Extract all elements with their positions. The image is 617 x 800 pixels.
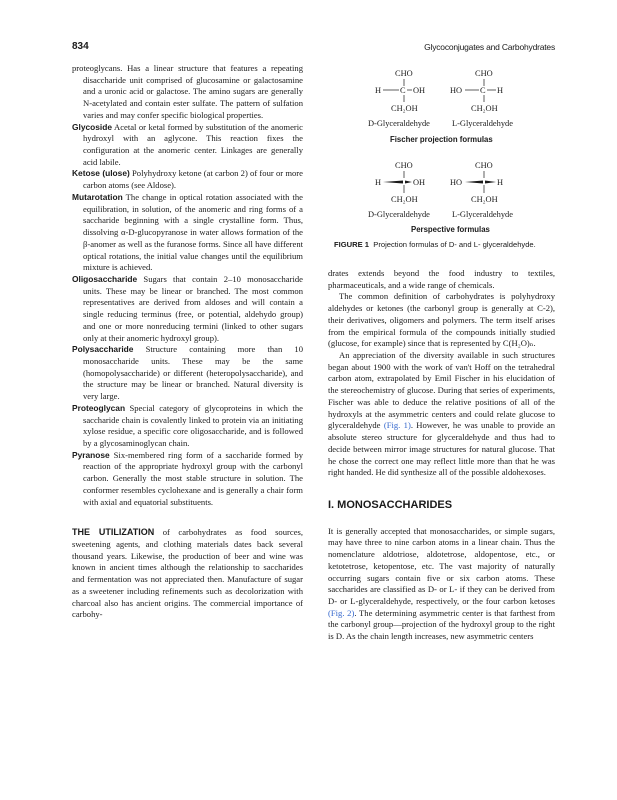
perspective-title: Perspective formulas bbox=[411, 225, 490, 234]
glossary-entry-pyranose: Pyranose Six-membered ring form of a saccharide formed by reaction of the appropriate hydroxyl group with the carbonyl carbon. Generally the most stable structure in solution. The conformer resembles cyclohexane and is generally a chair form with axial and equatorial substituents. bbox=[72, 449, 303, 507]
paragraph-1: drates extends beyond the food industry to textiles, pharmaceuticals, and a wide range of chemicals. bbox=[328, 268, 555, 290]
persp-d-oh: OH bbox=[413, 178, 426, 187]
paragraph-2: The common definition of carbohydrates is polyhydroxy aldehydes or ketones (the carbonyl group is generally at C-2), their derivatives, oligomers and polymers. The term itself arises from the empirical formula of the compounds initially studied (glucose, for example) since that is represented by C(H₂O)ₙ. bbox=[328, 291, 555, 349]
utilization-paragraph: THE UTILIZATION of carbohydrates as food sources, sweetening agents, and clothing materials dates back several thousand years. Likewise, the production of beer and wine was known in ancient times although the relationship to saccharides and fermentation was not appreciated then. Manufacture of sugar as a sweetener including refinements such as decolorization with charcoal also has ancient origins. The commercial importance of carbohy- bbox=[72, 527, 303, 620]
glossary-term: Mutarotation bbox=[72, 191, 123, 202]
persp-l-ch2oh: CH₂OH bbox=[471, 195, 498, 204]
glossary-entry-mutarotation: Mutarotation The change in optical rotation associated with the equilibration, in solution, of the anomeric and ring forms of a saccharide beginning with a single crystalline form. Thus, dissolving α-D-glucopyranose in water allows formation of the β-anomer as well as the furanose forms. Since all have different optical rotations, the initial value changes until the equilibrium mixture is achieved. bbox=[72, 191, 303, 273]
glossary-entry-polysaccharide: Polysaccharide Structure containing more than 10 monosaccharide units. These may be the same (homopolysaccharide) or different (heteropolysaccharide), and the structure may be linear or branched. Natural diversity is very large. bbox=[72, 344, 304, 402]
section-heading: I. MONOSACCHARIDES bbox=[328, 498, 453, 511]
persp-l-ho: HO bbox=[450, 178, 463, 187]
persp-d-label: D-Glyceraldehyde bbox=[368, 210, 430, 219]
right-column bbox=[328, 268, 555, 643]
figure-caption: FIGURE 1 Projection formulas of D- and L- glyceraldehyde. bbox=[334, 240, 536, 249]
utilization-lead: THE UTILIZATION bbox=[72, 527, 155, 538]
running-title: Glycoconjugates and Carbohydrates bbox=[424, 42, 555, 52]
glossary-entry-ketose: Ketose (ulose) Polyhydroxy ketone (at carbon 2) of four or more carbon atoms (see Aldose). bbox=[72, 168, 303, 191]
glossary-term: Oligosaccharide bbox=[72, 273, 138, 284]
fischer-d-c: C bbox=[400, 86, 406, 95]
persp-l-h: H bbox=[497, 178, 504, 187]
fischer-l-label: L-Glyceraldehyde bbox=[452, 119, 513, 128]
fig-2-link[interactable]: (Fig. 2) bbox=[328, 607, 355, 618]
fischer-d-cho: CHO bbox=[395, 69, 413, 78]
glossary-entry-oligosaccharide: Oligosaccharide Sugars that contain 2–10 monosaccharide units. These may be linear or branched. The most common representatives are derived from aldoses and will contain a single reducing terminus (free, or potential, aldehydo group) and one or more nonreducing termini (linked to other sugars only at their anomeric hydroxyl group). bbox=[72, 273, 303, 343]
page-number: 834 bbox=[72, 41, 89, 52]
fischer-l-ho: HO bbox=[450, 86, 463, 95]
fischer-d-ch2oh: CH₂OH bbox=[391, 104, 418, 113]
glossary-term: Polysaccharide bbox=[72, 344, 134, 355]
persp-l-label: L-Glyceraldehyde bbox=[452, 210, 513, 219]
persp-d-ch2oh: CH₂OH bbox=[391, 195, 418, 204]
glossary-entry-proteoglycan: Proteoglycan Special category of glycoproteins in which the saccharide chain is covalently linked to protein via an initiating xylose residue, a specific core oligosaccharide, and is followed by a glycosaminoglycan chain. bbox=[72, 402, 303, 448]
fischer-d-oh: OH bbox=[413, 86, 426, 95]
glossary-term: Pyranose bbox=[72, 449, 110, 460]
glossary-term: Glycoside bbox=[72, 121, 113, 132]
persp-d-cho: CHO bbox=[395, 161, 413, 170]
glossary-entry-glycoside: Glycoside Acetal or ketal formed by substitution of the anomeric hydroxyl with an aglycone. This reaction fixes the configuration at the anomeric center. Linkages are generally acid labile. bbox=[72, 121, 303, 167]
fischer-l-ch2oh: CH₂OH bbox=[471, 104, 498, 113]
paragraph-3: An appreciation of the diversity available in such structures began about 1900 with the work of van't Hoff on the tetrahedral carbon atom, extrapolated by Emil Fischer in his elucidation of the stereochemistry of glucose. During that series of experiments, Fischer was able to deduce the relative positions of all of the hydroxyls at the asymmetric centers and could relate glucose to glyceraldehyde (Fig. 1). However, he was unable to provide an absolute stereo structure for glyceraldehyde and thus had to decide between mirror image structures for natural glucose. That he chose the correct one may reflect little more than that he was right handed. He did synthesize all of the possible aldohexoses. bbox=[328, 350, 556, 478]
fischer-l-c: C bbox=[480, 86, 486, 95]
figure-1-glyceraldehyde bbox=[340, 60, 555, 255]
fischer-title: Fischer projection formulas bbox=[390, 135, 493, 144]
persp-l-cho: CHO bbox=[475, 161, 493, 170]
fischer-d-label: D-Glyceraldehyde bbox=[368, 119, 430, 128]
glossary-entry-continued: proteoglycans. Has a linear structure that features a repeating disaccharide unit comprised of glucosamine or galactosamine and a uronic acid or galactose. The amino sugars are generally N-acetylated and contain ester sulfate. The pattern of sulfation varies and may confer specific biological properties. bbox=[72, 63, 303, 120]
glossary-term: Proteoglycan bbox=[72, 402, 126, 413]
fig-1-link[interactable]: (Fig. 1) bbox=[383, 420, 411, 431]
glossary-term: Ketose (ulose) bbox=[72, 168, 130, 179]
persp-d-h: H bbox=[375, 178, 382, 187]
paragraph-4: It is generally accepted that monosaccharides, or simple sugars, may have three to nine carbon atoms in a linear chain. Thus the nomenclature aldotriose, aldotetrose, aldopentose, etc., or ketotetrose, ketopentose, etc. The vast majority of naturally occurring sugars contain five or six carbon atoms. These saccharides are classified as D- or L- if they can be derived from D- or L-glyceraldehyde, respectively, or the four carbon ketoses (Fig. 2). The determining asymmetric center is that farthest from the carbonyl group—projection of the hydroxyl group to the right is D. As the chain length increases, new asymmetric centers bbox=[328, 525, 555, 642]
fischer-l-cho: CHO bbox=[475, 69, 493, 78]
left-column bbox=[72, 63, 303, 621]
fischer-l-h: H bbox=[497, 86, 504, 95]
fischer-d-h: H bbox=[375, 86, 382, 95]
